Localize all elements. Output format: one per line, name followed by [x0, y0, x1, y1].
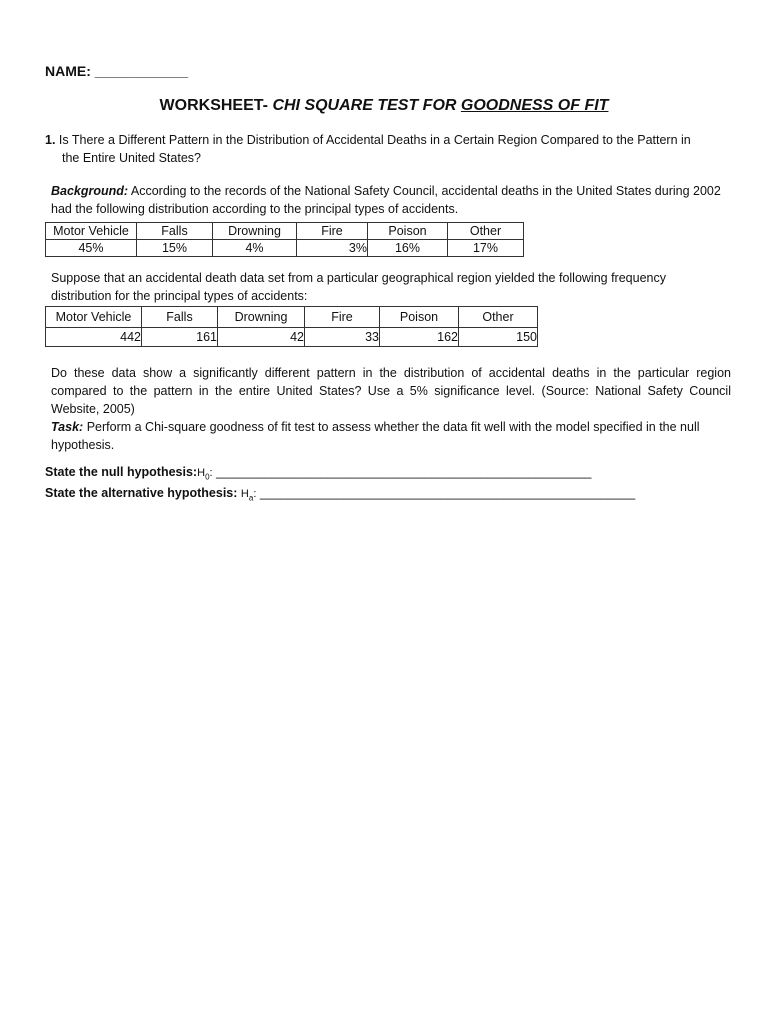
table-cell: 3%: [297, 240, 368, 257]
null-hypothesis-subscript: 0: [205, 472, 210, 482]
table-cell: 33: [305, 328, 380, 347]
question-line-1: Is There a Different Pattern in the Distribution of Accidental Deaths in a Certain Region Compared to the Pattern in: [58, 133, 691, 147]
background-label: Background:: [51, 184, 129, 198]
table-row: [46, 328, 538, 347]
null-hypothesis-blank[interactable]: ______________________________________________________: [216, 465, 592, 479]
worksheet-title: [0, 97, 768, 115]
alt-hypothesis-label: State the alternative hypothesis:: [45, 486, 238, 500]
region-frequency-table: [45, 306, 538, 347]
table-header-cell: Other: [459, 307, 538, 328]
table-header-cell: Fire: [297, 223, 368, 240]
title-underlined: GOODNESS OF FIT: [460, 97, 609, 114]
table-cell: 150: [459, 328, 538, 347]
table-header-cell: Falls: [142, 307, 218, 328]
table-header-cell: Other: [448, 223, 524, 240]
alt-hypothesis-row: [45, 486, 635, 503]
table-cell: 161: [142, 328, 218, 347]
table-header-row: [46, 307, 538, 328]
table-header-cell: Motor Vehicle: [46, 223, 137, 240]
table-cell: 45%: [46, 240, 137, 257]
table-header-cell: Motor Vehicle: [46, 307, 142, 328]
table-cell: 162: [380, 328, 459, 347]
table-cell: 17%: [448, 240, 524, 257]
table-header-cell: Drowning: [213, 223, 297, 240]
table-cell: 4%: [213, 240, 297, 257]
table-header-row: [46, 223, 524, 240]
table-row: [46, 240, 524, 257]
table-cell: 16%: [368, 240, 448, 257]
null-hypothesis-row: [45, 465, 591, 482]
task-line: [51, 418, 731, 436]
table-cell: 42: [218, 328, 305, 347]
null-hypothesis-label: State the null hypothesis:: [45, 465, 198, 479]
table-header-cell: Falls: [137, 223, 213, 240]
background-text: According to the records of the National Safety Council, accidental deaths in the United States during 2002: [130, 184, 721, 198]
name-blank[interactable]: ____________: [94, 63, 189, 79]
title-prefix: WORKSHEET-: [159, 97, 273, 114]
task-text-2: hypothesis.: [51, 438, 115, 452]
question-1: [45, 131, 715, 167]
null-hypothesis-symbol: H: [197, 467, 206, 479]
question-paragraph: [51, 364, 731, 454]
title-italic: CHI SQUARE TEST FOR: [272, 97, 461, 114]
table-header-cell: Poison: [380, 307, 459, 328]
task-label: Task:: [51, 420, 84, 434]
table-cell: 442: [46, 328, 142, 347]
us-distribution-table: [45, 222, 524, 257]
table-header-cell: Fire: [305, 307, 380, 328]
background-text-2: had the following distribution according to the principal types of accidents.: [51, 202, 459, 216]
question-text-line-1: Do these data show a significantly different pattern in the distribution of accidental deaths in the particular region: [51, 366, 731, 380]
background-paragraph: [51, 182, 721, 218]
null-hypothesis-colon: :: [209, 467, 213, 479]
alt-hypothesis-symbol: H: [240, 488, 249, 500]
name-label: NAME:: [45, 63, 91, 79]
alt-hypothesis-blank[interactable]: ______________________________________________________: [259, 486, 636, 500]
table-header-cell: Poison: [368, 223, 448, 240]
suppose-line-1: Suppose that an accidental death data set from a particular geographical region yielded the following frequency: [51, 271, 666, 285]
suppose-line-2: distribution for the principal types of accidents:: [51, 289, 308, 303]
name-field[interactable]: [45, 63, 188, 79]
question-number: 1.: [45, 133, 56, 147]
table-header-cell: Drowning: [218, 307, 305, 328]
alt-hypothesis-subscript: a: [248, 493, 254, 503]
question-text-line-2: compared to the pattern in the entire United States? Use a 5% significance level. (Source: National Safety Council: [51, 384, 731, 398]
task-text: Perform a Chi-square goodness of fit test to assess whether the data fit well with the model specified in the null: [86, 420, 700, 434]
table-cell: 15%: [137, 240, 213, 257]
question-line-2: the Entire United States?: [62, 151, 201, 165]
question-text-line-3: Website, 2005): [51, 402, 135, 416]
alt-hypothesis-colon: :: [253, 488, 257, 500]
suppose-paragraph: [51, 269, 666, 305]
